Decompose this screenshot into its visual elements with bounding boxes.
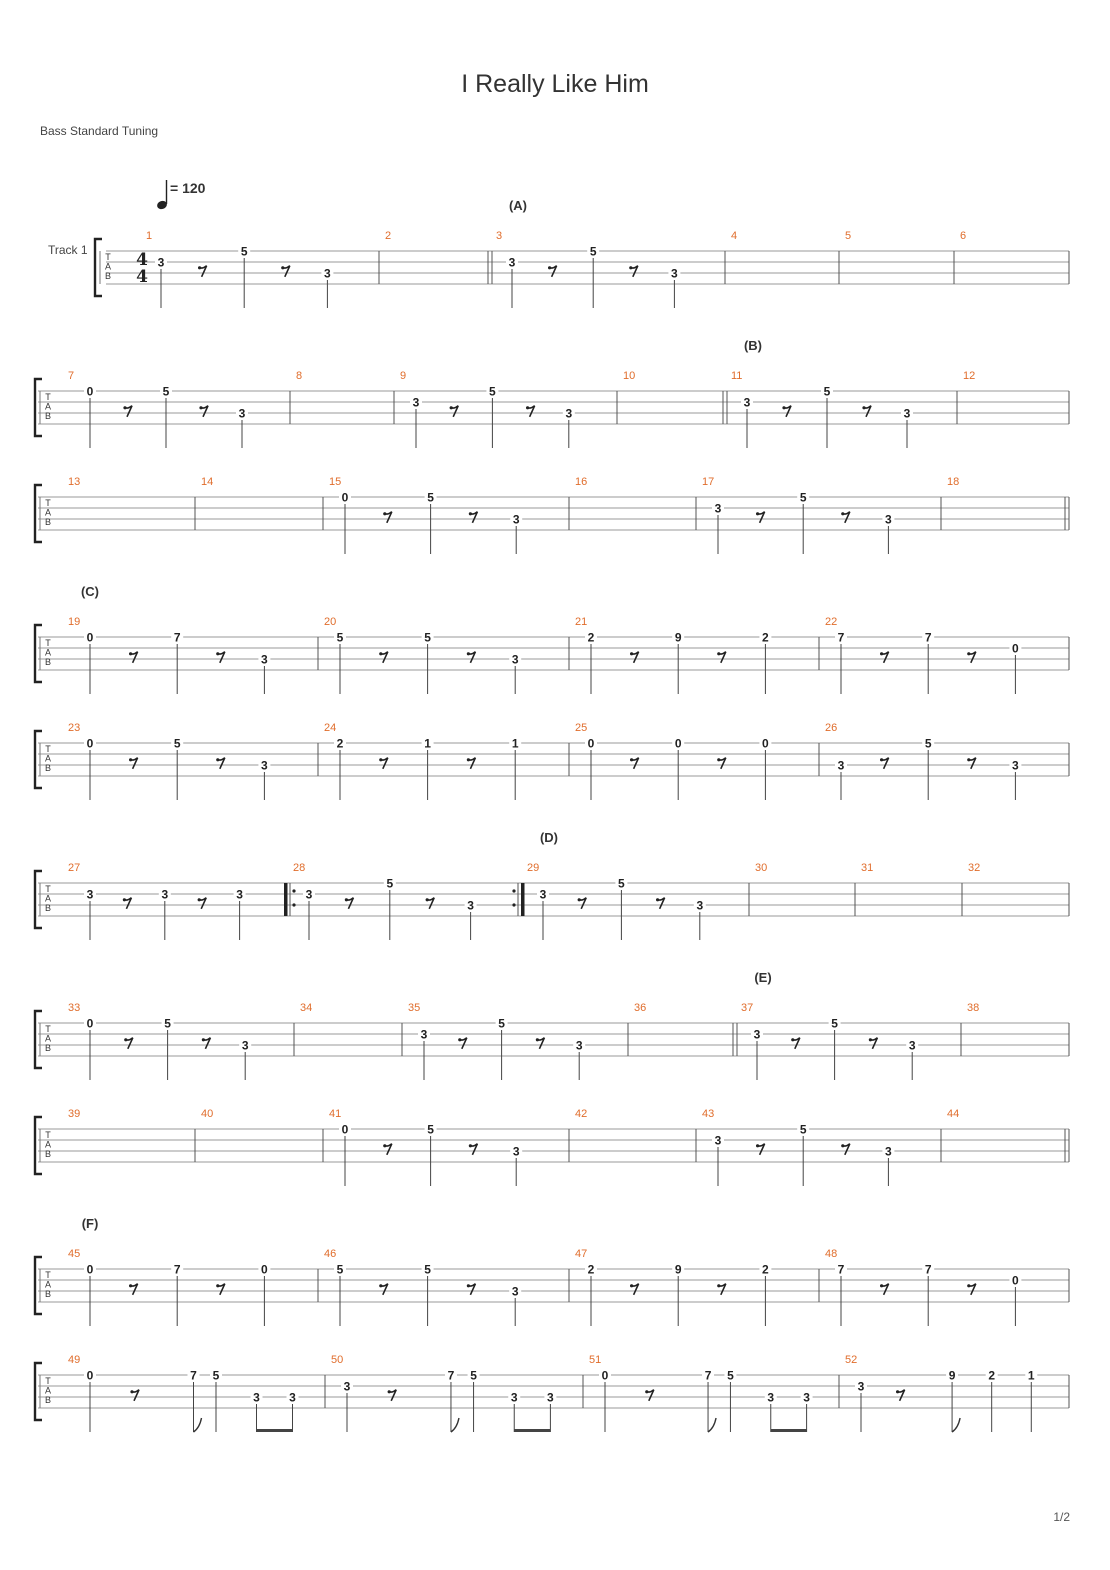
fret-number: 7 — [837, 630, 845, 645]
fret-number: 5 — [162, 384, 170, 399]
fret-number: 0 — [86, 1368, 94, 1383]
fret-number: 3 — [261, 652, 268, 667]
fret-number: 3 — [412, 395, 420, 410]
fret-number: 0 — [261, 1262, 268, 1277]
fret-number: 3 — [767, 1390, 775, 1405]
system-bracket — [35, 731, 42, 788]
eighth-rest — [129, 758, 138, 769]
time-signature-top: 4 — [136, 250, 148, 270]
measure-number: 24 — [324, 722, 337, 734]
tab-clef-letter: A — [44, 647, 52, 658]
eighth-rest — [467, 758, 476, 769]
fret-number: 3 — [238, 406, 246, 421]
eighth-rest — [467, 652, 476, 663]
fret-number: 0 — [341, 490, 349, 505]
system-bracket — [35, 379, 42, 436]
eighth-rest — [216, 758, 225, 769]
eighth-rest — [383, 1144, 392, 1155]
tempo-marking: = 120 — [170, 180, 206, 196]
system-bracket — [35, 1011, 42, 1068]
fret-number: 3 — [289, 1390, 296, 1405]
measure-number: 33 — [68, 1002, 81, 1014]
fret-number: 0 — [1012, 641, 1019, 656]
fret-number: 1 — [424, 736, 431, 751]
tab-clef-letter: A — [44, 1279, 52, 1290]
fret-number: 5 — [831, 1016, 838, 1031]
measure-number: 6 — [960, 230, 967, 242]
fret-number: 3 — [885, 512, 892, 527]
tab-clef-letter: B — [44, 1289, 52, 1299]
system-bracket — [35, 1257, 42, 1314]
measure-number: 19 — [68, 616, 81, 628]
fret-number: 7 — [704, 1368, 712, 1383]
measure-number: 38 — [967, 1002, 980, 1014]
measure-number: 44 — [947, 1108, 960, 1120]
section-marker: (A) — [508, 198, 528, 213]
measure-number: 36 — [634, 1002, 647, 1014]
system-bracket — [35, 1363, 42, 1420]
measure-number: 48 — [825, 1248, 838, 1260]
repeat-start-barline — [284, 883, 288, 916]
eighth-rest — [199, 406, 208, 417]
measure-number: 41 — [329, 1108, 342, 1120]
fret-number: 9 — [674, 630, 682, 645]
fret-number: 7 — [173, 1262, 181, 1277]
fret-number: 7 — [837, 1262, 845, 1277]
eighth-rest — [198, 898, 207, 909]
fret-number: 3 — [908, 1038, 916, 1053]
eighth-rest — [379, 652, 388, 663]
tab-clef-letter: B — [44, 763, 52, 773]
fret-number: 2 — [587, 1262, 595, 1277]
fret-number: 7 — [924, 1262, 932, 1277]
fret-number: 5 — [173, 736, 181, 751]
tab-clef-letter: A — [44, 507, 52, 518]
measure-number: 15 — [329, 476, 342, 488]
fret-number: 0 — [762, 736, 769, 751]
fret-number: 3 — [565, 406, 573, 421]
repeat-end-barline — [521, 883, 525, 916]
eighth-rest — [198, 266, 207, 277]
fret-number: 3 — [696, 898, 704, 913]
fret-number: 5 — [427, 490, 434, 505]
fret-number: 3 — [547, 1390, 554, 1405]
tab-clef-letter: B — [104, 271, 112, 281]
fret-number: 3 — [575, 1038, 583, 1053]
fret-number: 1 — [1027, 1368, 1035, 1383]
fret-number: 5 — [424, 1262, 431, 1277]
tab-clef-letter: B — [44, 411, 52, 421]
fret-number: 3 — [1012, 758, 1019, 773]
eighth-rest — [578, 898, 587, 909]
eighth-rest — [383, 512, 392, 523]
measure-number: 4 — [731, 230, 738, 242]
eighth-rest — [426, 898, 435, 909]
repeat-dot — [292, 889, 295, 892]
measure-number: 43 — [702, 1108, 715, 1120]
tab-clef-letter: T — [45, 744, 51, 754]
note-beam — [257, 1429, 293, 1432]
fret-number: 3 — [511, 652, 519, 667]
eighth-flag — [708, 1418, 716, 1432]
eighth-flag — [451, 1418, 459, 1432]
measure-number: 34 — [300, 1002, 313, 1014]
measure-number: 37 — [741, 1002, 754, 1014]
measure-number: 11 — [731, 370, 743, 382]
fret-number: 5 — [498, 1016, 505, 1031]
tab-clef-letter: B — [44, 903, 52, 913]
eighth-rest — [717, 758, 726, 769]
fret-number: 3 — [837, 758, 845, 773]
measure-number: 35 — [408, 1002, 421, 1014]
measure-number: 20 — [324, 616, 337, 628]
fret-number: 0 — [674, 736, 682, 751]
eighth-rest — [717, 652, 726, 663]
fret-number: 5 — [386, 876, 394, 891]
measure-number: 45 — [68, 1248, 81, 1260]
section-marker: (F) — [81, 1216, 99, 1231]
fret-number: 5 — [427, 1122, 434, 1137]
eighth-rest — [123, 406, 132, 417]
eighth-rest — [379, 1284, 388, 1295]
fret-number: 3 — [86, 887, 94, 902]
eighth-rest — [202, 1038, 211, 1049]
measure-number: 3 — [496, 230, 503, 242]
tab-clef-letter: A — [44, 1385, 52, 1396]
measure-number: 23 — [68, 722, 81, 734]
measure-number: 46 — [324, 1248, 337, 1260]
section-marker: (D) — [539, 830, 559, 845]
eighth-rest — [645, 1390, 654, 1401]
fret-number: 3 — [241, 1038, 249, 1053]
eighth-rest — [756, 1144, 765, 1155]
fret-number: 3 — [343, 1379, 351, 1394]
fret-number: 3 — [803, 1390, 810, 1405]
fret-number: 5 — [240, 244, 248, 259]
measure-number: 18 — [947, 476, 960, 488]
fret-number: 2 — [336, 736, 344, 751]
eighth-rest — [281, 266, 290, 277]
measure-number: 31 — [861, 862, 874, 874]
fret-number: 7 — [173, 630, 181, 645]
eighth-rest — [656, 898, 665, 909]
system-bracket — [95, 239, 102, 296]
fret-number: 3 — [512, 512, 520, 527]
fret-number: 2 — [587, 630, 595, 645]
section-marker: (B) — [743, 338, 763, 353]
fret-number: 3 — [903, 406, 911, 421]
measure-number: 50 — [331, 1354, 344, 1366]
fret-number: 7 — [447, 1368, 455, 1383]
fret-number: 5 — [424, 630, 431, 645]
eighth-rest — [880, 652, 889, 663]
tab-clef-letter: A — [44, 893, 52, 904]
eighth-rest — [782, 406, 791, 417]
measure-number: 47 — [575, 1248, 588, 1260]
tab-clef-letter: B — [44, 1395, 52, 1405]
measure-number: 25 — [575, 722, 588, 734]
measure-number: 51 — [589, 1354, 602, 1366]
fret-number: 5 — [618, 876, 625, 891]
note-beam — [514, 1429, 550, 1432]
fret-number: 3 — [236, 887, 243, 902]
measure-number: 13 — [68, 476, 81, 488]
time-signature-bottom: 4 — [136, 267, 148, 287]
measure-number: 28 — [293, 862, 306, 874]
repeat-dot — [512, 889, 515, 892]
fret-number: 0 — [1012, 1273, 1019, 1288]
fret-number: 5 — [823, 384, 831, 399]
tuning-label: Bass Standard Tuning — [40, 124, 159, 138]
section-marker: (E) — [754, 970, 772, 985]
eighth-rest — [345, 898, 354, 909]
fret-number: 5 — [727, 1368, 734, 1383]
system-bracket — [35, 871, 42, 928]
measure-number: 17 — [702, 476, 715, 488]
note-beam — [771, 1429, 807, 1432]
fret-number: 3 — [753, 1027, 761, 1042]
fret-number: 2 — [988, 1368, 996, 1383]
eighth-rest — [630, 758, 639, 769]
tab-clef-letter: T — [45, 638, 51, 648]
eighth-rest — [216, 1284, 225, 1295]
measure-number: 14 — [201, 476, 214, 488]
measure-number: 30 — [755, 862, 768, 874]
measure-number: 52 — [845, 1354, 858, 1366]
fret-number: 2 — [762, 630, 769, 645]
measure-number: 39 — [68, 1108, 81, 1120]
tab-clef-letter: T — [45, 1376, 51, 1386]
eighth-rest — [756, 512, 765, 523]
song-title: I Really Like Him — [461, 70, 649, 98]
eighth-rest — [630, 1284, 639, 1295]
eighth-rest — [379, 758, 388, 769]
fret-number: 7 — [190, 1368, 197, 1383]
eighth-rest — [869, 1038, 878, 1049]
fret-number: 0 — [86, 1262, 94, 1277]
fret-number: 5 — [336, 630, 344, 645]
eighth-rest — [216, 652, 225, 663]
fret-number: 3 — [253, 1390, 260, 1405]
measure-number: 29 — [527, 862, 540, 874]
fret-number: 3 — [467, 898, 474, 913]
measure-number: 40 — [201, 1108, 214, 1120]
eighth-rest — [469, 1144, 478, 1155]
fret-number: 3 — [512, 1144, 520, 1159]
fret-number: 2 — [762, 1262, 769, 1277]
eighth-rest — [880, 758, 889, 769]
measure-number: 49 — [68, 1354, 81, 1366]
measure-number: 9 — [400, 370, 407, 382]
fret-number: 1 — [511, 736, 519, 751]
measure-number: 27 — [68, 862, 81, 874]
tab-clef-letter: A — [44, 753, 52, 764]
fret-number: 5 — [336, 1262, 344, 1277]
tab-clef-letter: B — [44, 1043, 52, 1053]
fret-number: 5 — [924, 736, 932, 751]
fret-number: 3 — [743, 395, 751, 410]
fret-number: 0 — [86, 1016, 94, 1031]
eighth-rest — [717, 1284, 726, 1295]
eighth-rest — [880, 1284, 889, 1295]
measure-number: 21 — [575, 616, 588, 628]
eighth-rest — [467, 1284, 476, 1295]
measure-number: 42 — [575, 1108, 588, 1120]
eighth-rest — [129, 1284, 138, 1295]
fret-number: 5 — [212, 1368, 220, 1383]
measure-number: 22 — [825, 616, 838, 628]
fret-number: 0 — [587, 736, 595, 751]
fret-number: 3 — [420, 1027, 428, 1042]
measure-number: 5 — [845, 230, 852, 242]
tab-clef-letter: A — [104, 261, 112, 272]
eighth-rest — [630, 652, 639, 663]
section-marker: (C) — [80, 584, 100, 599]
tab-clef-letter: T — [45, 498, 51, 508]
eighth-rest — [129, 652, 138, 663]
fret-number: 3 — [157, 255, 165, 270]
fret-number: 7 — [924, 630, 932, 645]
eighth-flag — [194, 1418, 202, 1432]
fret-number: 3 — [885, 1144, 892, 1159]
tab-clef-letter: A — [44, 1033, 52, 1044]
eighth-rest — [124, 1038, 133, 1049]
measure-number: 8 — [296, 370, 303, 382]
fret-number: 3 — [305, 887, 313, 902]
fret-number: 3 — [261, 758, 268, 773]
eighth-rest — [130, 1390, 139, 1401]
tab-clef-letter: B — [44, 517, 52, 527]
eighth-rest — [629, 266, 638, 277]
repeat-dot — [292, 903, 295, 906]
eighth-rest — [469, 512, 478, 523]
measure-number: 10 — [623, 370, 636, 382]
fret-number: 5 — [489, 384, 496, 399]
system-bracket — [35, 485, 42, 542]
tab-clef-letter: T — [45, 1270, 51, 1280]
fret-number: 3 — [508, 255, 516, 270]
fret-number: 0 — [341, 1122, 349, 1137]
tab-clef-letter: A — [44, 1139, 52, 1150]
fret-number: 5 — [799, 1122, 807, 1137]
fret-number: 5 — [589, 244, 597, 259]
measure-number: 16 — [575, 476, 588, 488]
tab-clef-letter: T — [45, 1130, 51, 1140]
fret-number: 3 — [511, 1284, 519, 1299]
eighth-rest — [450, 406, 459, 417]
fret-number: 0 — [86, 630, 94, 645]
measure-number: 32 — [968, 862, 981, 874]
page-number: 1/2 — [1053, 1510, 1070, 1524]
tab-clef-letter: T — [105, 252, 111, 262]
fret-number: 0 — [86, 736, 94, 751]
fret-number: 3 — [857, 1379, 865, 1394]
eighth-rest — [841, 1144, 850, 1155]
fret-number: 5 — [799, 490, 807, 505]
fret-number: 5 — [470, 1368, 477, 1383]
tab-clef-letter: T — [45, 392, 51, 402]
tab-clef-letter: B — [44, 657, 52, 667]
fret-number: 9 — [674, 1262, 682, 1277]
eighth-rest — [841, 512, 850, 523]
fret-number: 0 — [86, 384, 94, 399]
eighth-rest — [791, 1038, 800, 1049]
eighth-rest — [967, 1284, 976, 1295]
eighth-rest — [536, 1038, 545, 1049]
measure-number: 12 — [963, 370, 976, 382]
eighth-rest — [548, 266, 557, 277]
tab-clef-letter: B — [44, 1149, 52, 1159]
fret-number: 3 — [671, 266, 678, 281]
measure-number: 7 — [68, 370, 75, 382]
fret-number: 3 — [714, 501, 722, 516]
eighth-rest — [896, 1390, 905, 1401]
tab-clef-letter: A — [44, 401, 52, 412]
measure-number: 26 — [825, 722, 838, 734]
measure-number: 1 — [146, 230, 153, 242]
repeat-dot — [512, 903, 515, 906]
fret-number: 5 — [164, 1016, 171, 1031]
fret-number: 0 — [601, 1368, 609, 1383]
fret-number: 3 — [714, 1133, 722, 1148]
eighth-rest — [967, 758, 976, 769]
tab-clef-letter: T — [45, 884, 51, 894]
fret-number: 3 — [324, 266, 331, 281]
eighth-rest — [967, 652, 976, 663]
system-bracket — [35, 1117, 42, 1174]
eighth-flag — [952, 1418, 960, 1432]
track-label: Track 1 — [48, 243, 88, 257]
eighth-rest — [458, 1038, 467, 1049]
tab-clef-letter: T — [45, 1024, 51, 1034]
eighth-rest — [123, 898, 132, 909]
fret-number: 9 — [948, 1368, 956, 1383]
eighth-rest — [526, 406, 535, 417]
fret-number: 3 — [510, 1390, 518, 1405]
fret-number: 3 — [161, 887, 169, 902]
fret-number: 3 — [539, 887, 547, 902]
system-bracket — [35, 625, 42, 682]
eighth-rest — [862, 406, 871, 417]
measure-number: 2 — [385, 230, 392, 242]
eighth-rest — [388, 1390, 397, 1401]
